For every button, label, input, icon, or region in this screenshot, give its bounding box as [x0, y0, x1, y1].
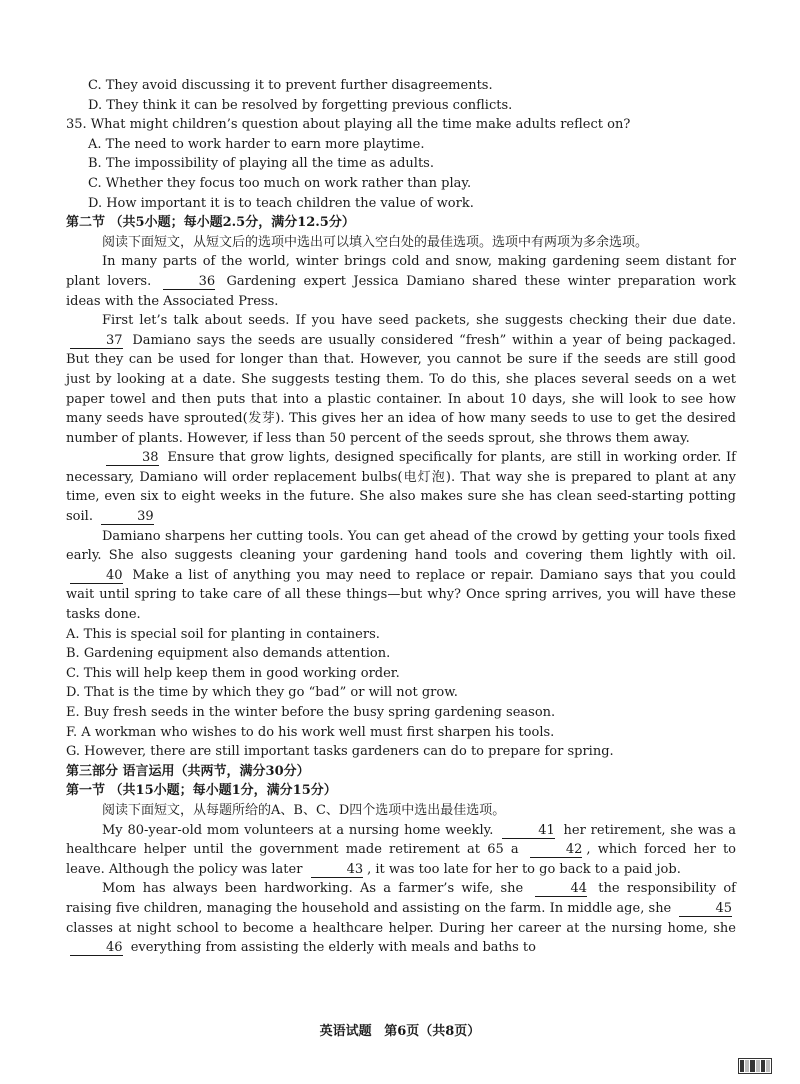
passage-paragraph-4: [66, 527, 736, 625]
blank-46: 46: [70, 941, 123, 956]
option-b: B. Gardening equipment also demands attention.: [66, 646, 391, 662]
option-e: E. Buy fresh seeds in the winter before the busy spring gardening season.: [66, 705, 556, 720]
blank-37: 37: [70, 334, 123, 349]
option-f: F. A workman who wishes to do his work well must first sharpen his tools.: [66, 724, 555, 740]
passage-text: Gardening expert Jessica Damiano shared these winter preparation work ideas with the Associated Press.: [66, 273, 736, 309]
passage-paragraph-3: [66, 448, 736, 526]
part3-header: 第三部分 语言运用（共两节，满分30分）: [66, 763, 310, 779]
part3-instruction: 阅读下面短文，从每题所给的A、B、C、D四个选项中选出最佳选项。: [102, 802, 506, 818]
blank-45: 45: [679, 902, 732, 917]
part3-section1-header: 第一节 （共15小题；每小题1分，满分15分）: [66, 783, 337, 799]
passage-text: Damiano sharpens her cutting tools. You can get ahead of the crowd by getting your tools fixed early. She also suggests cleaning your gardening hand tools and covering them lightly with oil.: [66, 528, 736, 564]
cloze-paragraph-2: [66, 879, 736, 957]
q34-option-c: C. They avoid discussing it to prevent further disagreements.: [88, 78, 493, 93]
passage-text: First let’s talk about seeds. If you have seed packets, she suggests checking their due date.: [102, 313, 736, 329]
cloze-text: classes at night school to become a healthcare helper. During her career at the nursing home, she: [66, 920, 736, 936]
passage-paragraph-1: [66, 252, 736, 311]
page-content: [66, 76, 736, 958]
q34-option-d: D. They think it can be resolved by forgetting previous conflicts.: [88, 97, 513, 113]
option-g: G. However, there are still important tasks gardeners can do to prepare for spring.: [66, 744, 614, 760]
blank-40: 40: [70, 569, 123, 584]
q35-stem: 35. What might children’s question about playing all the time make adults reflect on?: [66, 117, 631, 133]
section2-header: 第二节 （共5小题；每小题2.5分，满分12.5分）: [66, 215, 355, 231]
blank-36: 36: [163, 275, 216, 290]
passage-text: In many parts of the world, winter brings cold and snow, making gardening seem distant for plant lovers.: [66, 254, 736, 289]
cloze-text: , it was too late for her to go back to a paid job.: [367, 861, 681, 877]
blank-41: 41: [502, 824, 555, 839]
footer-subject: 英语试题: [319, 1024, 372, 1039]
cloze-text: Mom has always been hardworking. As a farmer’s wife, she: [102, 881, 524, 897]
cloze-text: everything from assisting the elderly with meals and baths to: [130, 940, 536, 956]
passage-text: Damiano says the seeds are usually considered “fresh” within a year of being packaged. But they can be used for longer than that. However, you cannot be sure if the seeds are still good just by looking at a date. She suggests testing them. To do this, she places several seeds on a wet paper towel and then puts that into a plastic container. In about 10 days, she will look to see how many seeds have sprouted(发芽). This gives her an idea of how many seeds to use to get the desired number of plants. However, if less than 50 percent of the seeds sprout, she throws them away.: [66, 332, 736, 446]
q35-option-b: B. The impossibility of playing all the time as adults.: [88, 156, 434, 172]
blank-43: 43: [311, 863, 364, 878]
passage-paragraph-2: [66, 311, 736, 448]
q35-option-c: C. Whether they focus too much on work rather than play.: [88, 175, 472, 191]
cloze-text: the responsibility of raising five children, managing the household and assisting on the farm. In middle age, she: [66, 881, 736, 916]
section2-instruction: 阅读下面短文，从短文后的选项中选出可以填入空白处的最佳选项。选项中有两项为多余选项。: [102, 234, 649, 250]
page-footer: [0, 1020, 800, 1039]
q35-option-d: D. How important it is to teach children the value of work.: [88, 195, 474, 211]
blank-38: 38: [106, 451, 159, 466]
q35-option-a: A. The need to work harder to earn more playtime.: [88, 136, 425, 152]
qr-code-icon: [738, 1058, 772, 1074]
cloze-text: , which forced her to leave. Although the policy was later: [66, 842, 737, 877]
option-c: C. This will help keep them in good working order.: [66, 665, 400, 681]
blank-44: 44: [535, 882, 588, 897]
cloze-text: her retirement, she was a healthcare helper until the government made retirement at 65 a: [66, 822, 736, 858]
footer-page-number: 第6页（共8页）: [384, 1024, 481, 1039]
blank-39: 39: [101, 510, 154, 525]
passage-text: Make a list of anything you may need to replace or repair. Damiano says that you could wait until spring to take care of all these things—but why? Once spring arrives, you will have these tasks done.: [66, 567, 736, 623]
option-a: A. This is special soil for planting in containers.: [66, 626, 380, 642]
cloze-text: My 80-year-old mom volunteers at a nursing home weekly.: [102, 822, 494, 838]
blank-42: 42: [530, 843, 583, 858]
cloze-paragraph-1: [66, 821, 736, 880]
passage-text: Ensure that grow lights, designed specifically for plants, are still in working order. If necessary, Damiano will order replacement bulbs(电灯泡). That way she is prepared to plant at any time, even six to eight weeks in the future. She also makes sure she has clean seed-starting potting soil.: [66, 450, 736, 525]
option-d: D. That is the time by which they go “bad” or will not grow.: [66, 685, 458, 701]
